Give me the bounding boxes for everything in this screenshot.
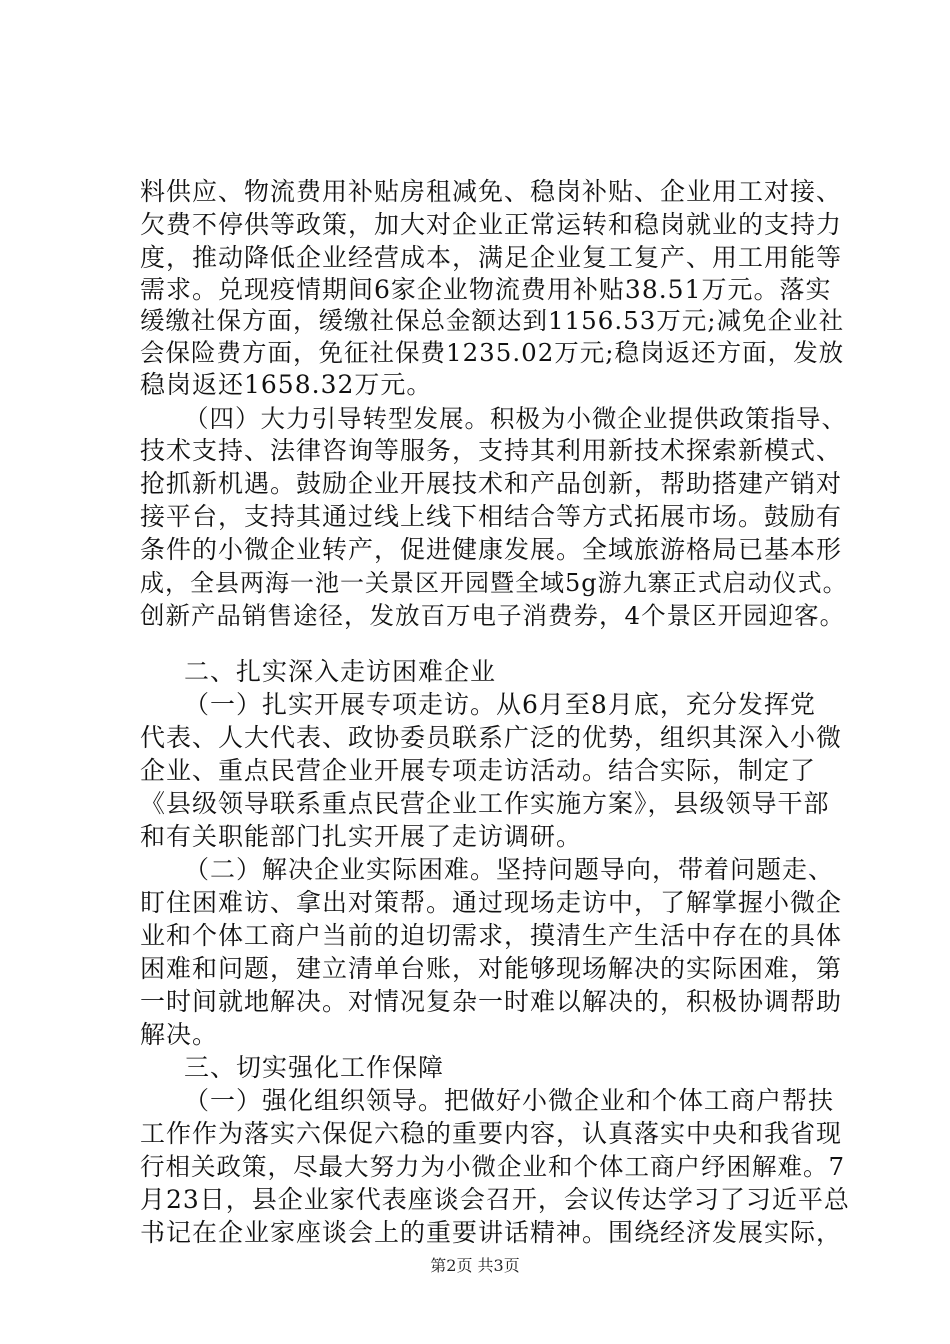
text-line: 会保险费方面，免征社保费1235.02万元;稳岗返还方面，发放 <box>140 338 845 367</box>
text-line: 企业、重点民营企业开展专项走访活动。结合实际，制定了 <box>140 756 817 785</box>
text-line: 条件的小微企业转产，促进健康发展。全域旅游格局已基本形 <box>140 535 843 564</box>
text-line: 书记在企业家座谈会上的重要讲话精神。围绕经济发展实际， <box>140 1218 843 1247</box>
text-line: 缓缴社保方面，缓缴社保总金额达到1156.53万元;减免企业社 <box>140 306 845 335</box>
section-heading: 二、扎实深入走访困难企业 <box>184 657 497 686</box>
text-line: 代表、人大代表、政协委员联系广泛的优势，组织其深入小微 <box>140 723 843 752</box>
text-line: 接平台，支持其通过线上线下相结合等方式拓展市场。鼓励有 <box>140 502 843 531</box>
paragraph-start-line: （四）大力引导转型发展。积极为小微企业提供政策指导、 <box>184 404 847 433</box>
text-line: 抢抓新机遇。鼓励企业开展技术和产品创新，帮助搭建产销对 <box>140 469 843 498</box>
text-line: 月23日，县企业家代表座谈会召开，会议传达学习了习近平总 <box>140 1185 850 1214</box>
text-line: 需求。兑现疫情期间6家企业物流费用补贴38.51万元。落实 <box>140 275 832 304</box>
paragraph-start-line: （一）扎实开展专项走访。从6月至8月底，充分发挥党 <box>184 690 816 719</box>
text-line: 困难和问题，建立清单台账，对能够现场解决的实际困难，第 <box>140 954 843 983</box>
text-line: 稳岗返还1658.32万元。 <box>140 370 433 399</box>
text-line: 欠费不停供等政策，加大对企业正常运转和稳岗就业的支持力 <box>140 210 843 239</box>
page-number-footer: 第2页 共3页 <box>430 1256 520 1275</box>
text-line: 度，推动降低企业经营成本，满足企业复工复产、用工用能等 <box>140 243 843 272</box>
text-line: 工作作为落实六保促六稳的重要内容，认真落实中央和我省现 <box>140 1119 843 1148</box>
text-line: 成，全县两海一池一关景区开园暨全域5g游九寨正式启动仪式。 <box>140 569 848 597</box>
text-line: 创新产品销售途径，发放百万电子消费券，4个景区开园迎客。 <box>140 601 846 630</box>
text-line: 和有关职能部门扎实开展了走访调研。 <box>140 822 583 851</box>
text-line: 《县级领导联系重点民营企业工作实施方案》，县级领导干部 <box>140 789 830 818</box>
paragraph-start-line: （一）强化组织领导。把做好小微企业和个体工商户帮扶 <box>184 1086 835 1115</box>
text-line: 一时间就地解决。对情况复杂一时难以解决的，积极协调帮助 <box>140 987 843 1016</box>
text-line: 技术支持、法律咨询等服务，支持其利用新技术探索新模式、 <box>140 436 843 465</box>
text-line: 解决。 <box>140 1020 219 1049</box>
text-line: 料供应、物流费用补贴房租减免、稳岗补贴、企业用工对接、 <box>140 177 843 206</box>
paragraph-start-line: （二）解决企业实际困难。坚持问题导向，带着问题走、 <box>184 855 835 884</box>
text-line: 业和个体工商户当前的迫切需求，摸清生产生活中存在的具体 <box>140 921 843 950</box>
section-heading: 三、切实强化工作保障 <box>184 1053 445 1082</box>
text-line: 盯住困难访、拿出对策帮。通过现场走访中，了解掌握小微企 <box>140 888 843 917</box>
text-line: 行相关政策，尽最大努力为小微企业和个体工商户纾困解难。7 <box>140 1152 846 1181</box>
